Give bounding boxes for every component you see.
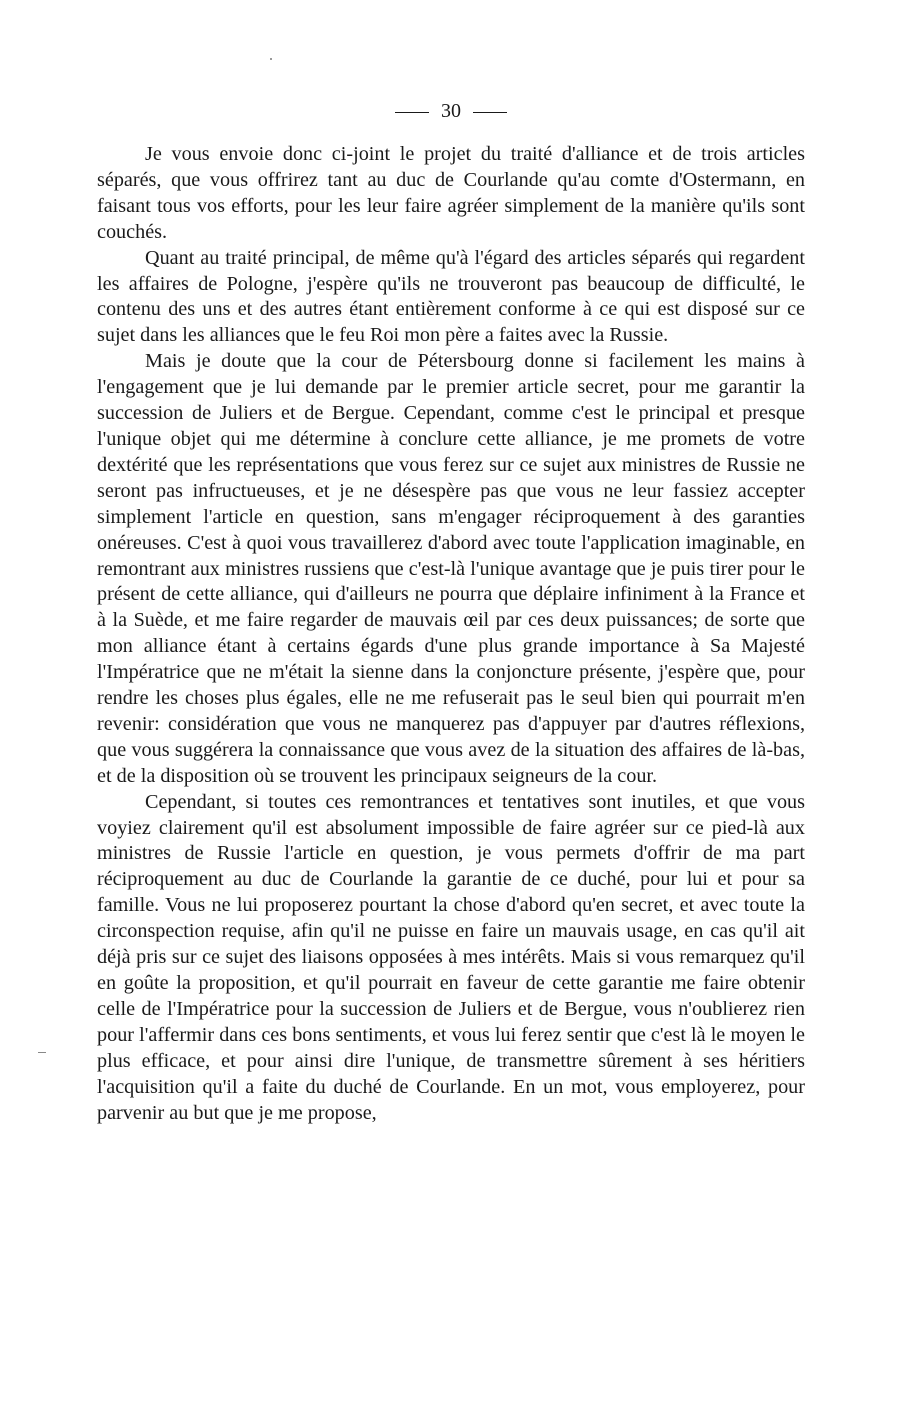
paragraph-1: Je vous envoie donc ci-joint le projet du traité d'alliance et de trois articles séparés, que vous offrirez tant au duc de Courlande qu'au comte d'Ostermann, en faisant tous vos efforts, pour les leur faire agréer simplement de la manière qu'ils sont couchés. [97, 143, 805, 243]
paragraph-2: Quant au traité principal, de même qu'à l'égard des articles séparés qui regardent les affaires de Pologne, j'espère qu'ils ne trouveront pas beaucoup de difficulté, le contenu des uns et des autres étant entièrement conforme à ce qui est disposé sur ce sujet dans les alliances que le feu Roi mon père a faites avec la Russie. [97, 246, 805, 347]
paragraph-3: Mais je doute que la cour de Pétersbourg donne si facilement les mains à l'engagement que je lui demande par le premier article secret, pour me garantir la succession de Juliers et de Bergue. Cependant, comme c'est le principal et presque l'unique objet qui me détermine à conclure cette alliance, je me promets de votre dextérité que les représentations que vous ferez sur ce sujet aux ministres de Russie ne seront pas infructueuses, et je ne désespère pas que vous ne leur fassiez accepter simplement l'article en question, sans m'engager réciproquement à des garanties onéreuses. C'est à quoi vous travaillerez d'abord avec toute l'application imaginable, en remontrant aux ministres russiens que c'est-là l'unique avantage que je puis tirer pour le présent de cette alliance, qui d'ailleurs ne pourra que déplaire infiniment à la France et à la Suède, et me faire regarder de mauvais œil par ces deux puissances; de sorte que mon alliance étant à certains égards d'une plus grande importance à Sa Majesté l'Impératrice que ne m'était la sienne dans la conjoncture présente, j'espère que, pour rendre les choses plus égales, elle ne me refuserait pas le seul bien qui pourrait m'en revenir: considération que vous ne manquerez pas d'appuyer par d'autres réflexions, que vous suggérera la connaissance que vous avez de la situation des affaires de là-bas, et de la disposition où se trouvent les principaux seigneurs de la cour. [97, 350, 805, 787]
book-page [97, 0, 805, 1404]
page-header [97, 98, 805, 124]
header-dash-left [395, 112, 429, 113]
body-text [97, 142, 805, 1126]
header-dash-right [473, 112, 507, 113]
page-number: 30 [441, 100, 461, 122]
margin-mark [38, 1052, 46, 1053]
paragraph-4: Cependant, si toutes ces remontrances et tentatives sont inutiles, et que vous voyiez clairement qu'il est absolument impossible de faire agréer sur ce pied-là aux ministres de Russie l'article en question, je vous permets d'offrir de ma part réciproquement au duc de Courlande la garantie de ce duché, pour lui et pour sa famille. Vous ne lui proposerez pourtant la chose d'abord qu'en secret, et avec toute la circonspection requise, afin qu'il ne puisse en faire un mauvais usage, en cas qu'il ait déjà pris sur ce sujet des liaisons opposées à mes intérêts. Mais si vous remarquez qu'il en goûte la proposition, et qu'il pourrait en faveur de cette garantie me faire obtenir celle de l'Impératrice pour la succession de Juliers et de Bergue, vous n'oublierez rien pour l'affermir dans ces bons sentiments, et vous lui ferez sentir que c'est là le moyen le plus efficace, et pour ainsi dire l'unique, de transmettre sûrement à ses héritiers l'acquisition qu'il a faite du duché de Courlande. En un mot, vous employerez, pour parvenir au but que je me propose, [97, 790, 805, 1124]
